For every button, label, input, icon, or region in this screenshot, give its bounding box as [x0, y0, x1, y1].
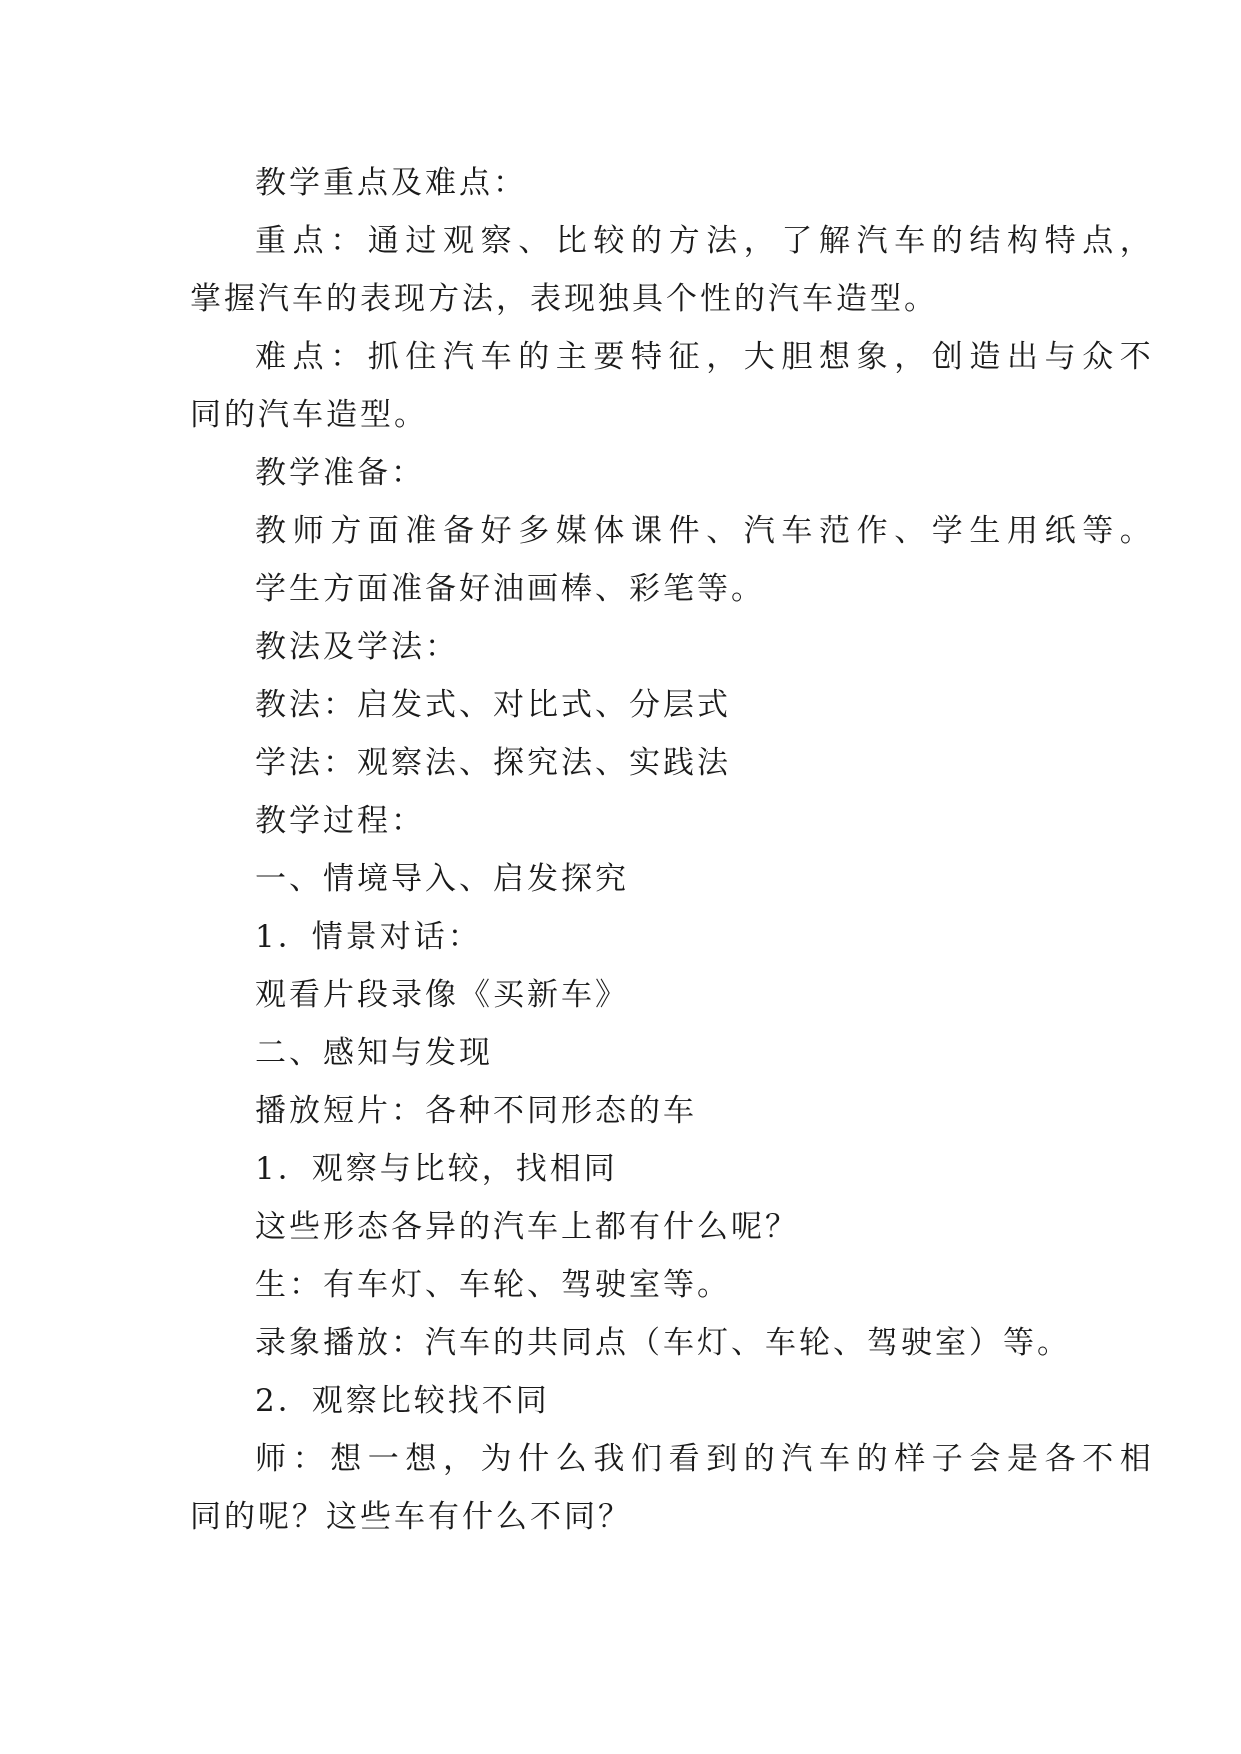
list-item-dialogue: 1．情景对话：	[255, 919, 482, 955]
paragraph-student-answer: 生：有车灯、车轮、驾驶室等。	[255, 1267, 731, 1303]
heading-process: 教学过程：	[255, 803, 425, 839]
document-body	[190, 154, 1158, 1546]
list-item-compare-same: 1．观察与比较，找相同	[255, 1151, 618, 1187]
paragraph-teacher-preparation: 教师方面准备好多媒体课件、汽车范作、学生用纸等。	[255, 513, 1158, 549]
heading-preparation: 教学准备：	[255, 455, 425, 491]
section-heading-2: 二、感知与发现	[255, 1035, 493, 1071]
heading-methods: 教法及学法：	[255, 629, 459, 665]
paragraph-video-playback: 录象播放：汽车的共同点（车灯、车轮、驾驶室）等。	[255, 1325, 1071, 1361]
paragraph-question: 这些形态各异的汽车上都有什么呢？	[255, 1209, 799, 1245]
paragraph-student-preparation: 学生方面准备好油画棒、彩笔等。	[255, 571, 765, 607]
paragraph-teacher-question-cont: 同的呢？这些车有什么不同？	[190, 1499, 632, 1535]
paragraph-key-point-cont: 掌握汽车的表现方法，表现独具个性的汽车造型。	[190, 281, 938, 317]
paragraph-teaching-method: 教法：启发式、对比式、分层式	[255, 687, 731, 723]
heading-key-points: 教学重点及难点：	[255, 165, 527, 201]
list-item-compare-different: 2．观察比较找不同	[255, 1383, 550, 1419]
paragraph-difficult-point: 难点：抓住汽车的主要特征，大胆想象，创造出与众不	[255, 339, 1158, 375]
paragraph-teacher-question: 师：想一想，为什么我们看到的汽车的样子会是各不相	[255, 1441, 1158, 1477]
section-heading-1: 一、情境导入、启发探究	[255, 861, 629, 897]
paragraph-video: 观看片段录像《买新车》	[255, 977, 629, 1013]
paragraph-short-film: 播放短片：各种不同形态的车	[255, 1093, 697, 1129]
paragraph-learning-method: 学法：观察法、探究法、实践法	[255, 745, 731, 781]
paragraph-key-point: 重点：通过观察、比较的方法，了解汽车的结构特点，	[255, 223, 1158, 259]
paragraph-difficult-point-cont: 同的汽车造型。	[190, 397, 428, 433]
